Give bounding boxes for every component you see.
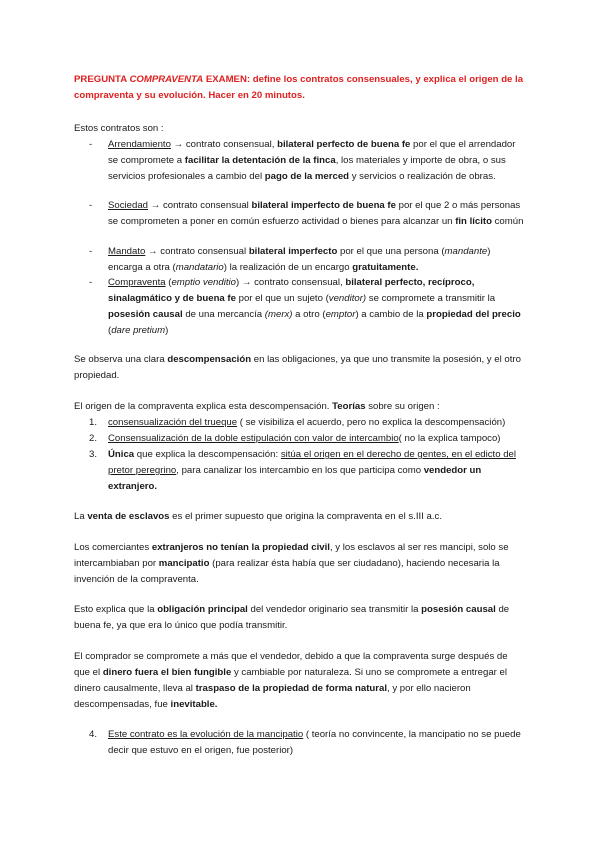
text: , los materiales y importe de obra, o sus servicios profesionales a cambio del — [108, 155, 506, 182]
italic-text: mandante — [444, 246, 488, 257]
dash-marker: - — [89, 139, 93, 150]
bold-text: inevitable. — [170, 699, 218, 710]
text: de buena fe, ya que era lo único que podía transmitir. — [74, 604, 510, 631]
term-compraventa: Compraventa — [108, 277, 166, 288]
list-item-mandato — [89, 244, 526, 276]
list-item-compraventa — [89, 275, 526, 339]
text: común — [491, 216, 524, 227]
bold-text: descompensación — [167, 354, 252, 365]
bold-text: traspaso de la propiedad de forma natural — [195, 683, 387, 694]
dash-marker: - — [89, 277, 93, 288]
bold-text: gratuitamente. — [352, 262, 419, 273]
dash-marker: - — [89, 200, 93, 211]
buyer-paragraph — [74, 649, 526, 713]
text: por el que un sujeto ( — [235, 293, 329, 304]
text: de una mercancía — [182, 309, 265, 320]
bold-text: bilateral imperfecto — [248, 246, 338, 257]
theory-item-3 — [89, 447, 526, 495]
text: que explica la descompensación: — [134, 449, 281, 460]
bold-text: obligación principal — [157, 604, 248, 615]
text: ) encarga a otra ( — [108, 246, 491, 273]
list-number: 2. — [89, 433, 98, 444]
underlined-text: sitúa el origen en el derecho de gentes, en el edicto del pretor peregrino — [108, 449, 517, 476]
merchants-paragraph — [74, 540, 526, 588]
text: Se observa una clara — [74, 354, 168, 365]
bold-text: propiedad del precio — [426, 309, 521, 320]
list-number: 3. — [89, 449, 98, 460]
bold-text: bilateral imperfecto de buena fe — [251, 200, 396, 211]
text: y servicios o realización de obras. — [349, 171, 496, 182]
text: Los comerciantes — [74, 542, 152, 553]
intro-text: Estos contratos son : — [74, 123, 164, 134]
italic-text: (merx) — [264, 309, 293, 320]
underlined-text: Consensualización de la doble estipulación con valor de intercambio — [108, 433, 399, 444]
bold-text: posesión causal — [108, 309, 183, 320]
text: , para canalizar los intercambio en los que participa como — [176, 465, 424, 476]
bold-text: bilateral perfecto de buena fe — [277, 139, 411, 150]
title-italic: COMPRAVENTA — [129, 74, 204, 85]
term-sociedad: Sociedad — [108, 200, 149, 211]
bold-text: fin lícito — [455, 216, 492, 227]
underlined-text: Este contrato es la evolución de la mancipatio — [108, 729, 304, 740]
observation-paragraph — [74, 352, 526, 384]
text: a otro ( — [292, 309, 326, 320]
list-item-arrendamiento — [89, 137, 526, 185]
text: se compromete a transmitir la — [366, 293, 496, 304]
term-mandato: Mandato — [108, 246, 146, 257]
arrow-icon: → — [173, 139, 184, 150]
text: sobre su origen : — [365, 401, 440, 412]
italic-text: emptor — [325, 309, 356, 320]
text: ) a cambio de la — [355, 309, 427, 320]
arrow-icon: → — [150, 200, 161, 211]
text: en las obligaciones, ya que uno transmite la posesión, y el otro propiedad. — [74, 354, 521, 381]
bold-text: posesión causal — [421, 604, 496, 615]
text: contrato consensual, — [183, 139, 278, 150]
text: contrato consensual — [160, 200, 252, 211]
bold-text: dinero fuera el bien fungible — [102, 667, 232, 678]
underlined-text: consensualización del trueque — [108, 417, 238, 428]
text: ) la realización de un encargo — [223, 262, 353, 273]
dash-marker: - — [89, 246, 93, 257]
title-label: PREGUNTA — [74, 74, 130, 85]
text: El comprador se compromete a más que el vendedor, debido a que la compraventa surge después de que el — [74, 651, 508, 678]
question-title — [74, 72, 526, 104]
text: ) — [165, 325, 169, 336]
bold-text: mancipatio — [158, 558, 210, 569]
text: contrato consensual, — [251, 277, 346, 288]
text: por el que 2 o más personas se comprometen a poner en común esfuerzo actividad o bienes para alcanzar un — [108, 200, 521, 227]
bold-text: facilitar la detentación de la finca — [184, 155, 336, 166]
italic-text: dare pretium — [111, 325, 166, 336]
explanation-paragraph — [74, 602, 526, 634]
bold-text: Única — [108, 449, 135, 460]
bold-text: bilateral perfecto, recíproco, sinalagmático y de buena fe — [108, 277, 475, 304]
text: Esto explica que la — [74, 604, 158, 615]
italic-text: emptio venditio — [171, 277, 236, 288]
origin-paragraph — [74, 399, 526, 415]
bold-text: venta de esclavos — [87, 511, 170, 522]
theory-item-1 — [89, 415, 526, 431]
text: El origen de la compraventa explica esta descompensación. — [74, 401, 333, 412]
text: ( no la explica tampoco) — [398, 433, 501, 444]
text: ( — [108, 325, 112, 336]
list-number: 4. — [89, 729, 98, 740]
arrow-icon: → — [241, 277, 252, 288]
italic-text: mandatario — [175, 262, 224, 273]
text: ( teoría no convincente, la mancipatio no se puede decir que estuvo en el origen, fue posterior) — [108, 729, 521, 756]
text: La — [74, 511, 88, 522]
list-item-sociedad — [89, 198, 526, 230]
text: , y los esclavos al ser res mancipi, solo se intercambiaban por — [74, 542, 509, 569]
text: es el primer supuesto que origina la compraventa en el s.III a.c. — [169, 511, 442, 522]
bold-text: vendedor un extranjero. — [108, 465, 482, 492]
list-number: 1. — [89, 417, 98, 428]
text: (para realizar ésta había que ser ciudadano), haciendo necesaria la invención de la compraventa. — [74, 558, 500, 585]
arrow-icon: → — [148, 246, 158, 257]
bold-text: pago de la merced — [264, 171, 350, 182]
text: ( se visibiliza el acuerdo, pero no explica la descompensación) — [237, 417, 506, 428]
italic-text: venditor) — [328, 293, 367, 304]
slaves-paragraph — [74, 509, 526, 525]
bold-text: Teorías — [332, 401, 366, 412]
text: ( — [165, 277, 172, 288]
text: ) — [236, 277, 242, 288]
text: contrato consensual — [157, 246, 249, 257]
text: y cambiable por naturaleza. Si uno se compromete a entregar el dinero causalmente, lleva al — [74, 667, 507, 694]
term-arrendamiento: Arrendamiento — [108, 139, 171, 150]
text: por el que el arrendador se compromete a — [108, 139, 516, 166]
text: por el que una persona ( — [337, 246, 445, 257]
text: del vendedor originario sea transmitir la — [247, 604, 422, 615]
theory-item-2 — [89, 431, 526, 447]
theory-item-4 — [89, 727, 526, 759]
title-text: EXAMEN: define los contratos consensuales, y explica el origen de la compraventa y su evolución. Hacer en 20 minutos. — [74, 74, 524, 101]
bold-text: extranjeros no tenían la propiedad civil — [151, 542, 330, 553]
text: , y por ello nacieron descompensadas, fue — [74, 683, 471, 710]
